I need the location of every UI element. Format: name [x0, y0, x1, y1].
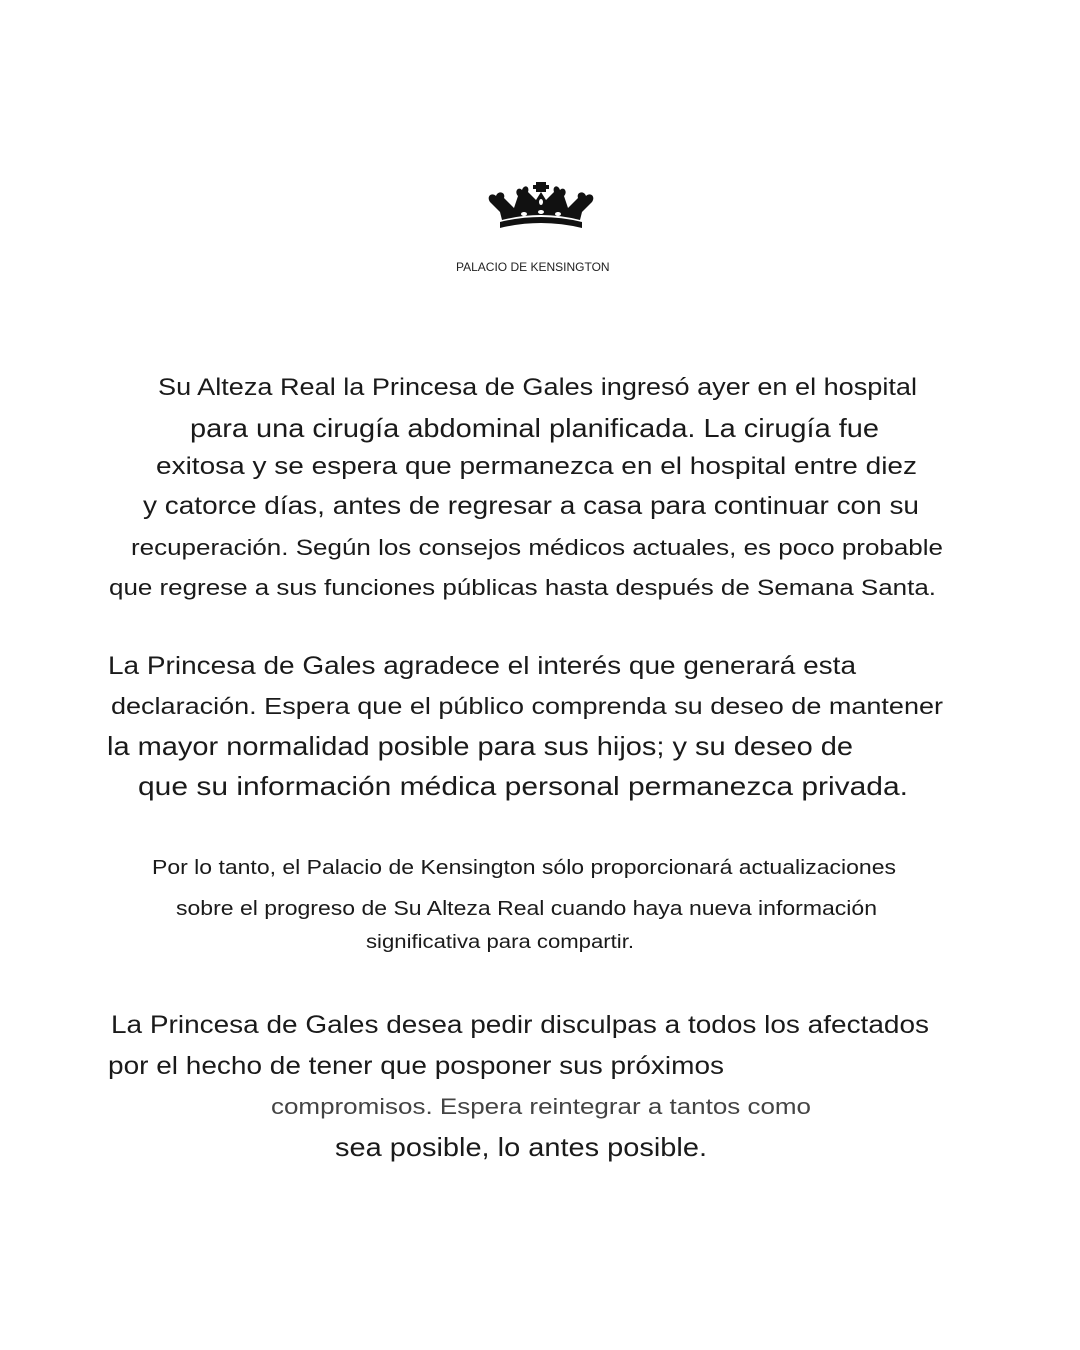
- statement-line: La Princesa de Gales agradece el interés que generará esta: [108, 652, 857, 681]
- statement-line: Su Alteza Real la Princesa de Gales ingresó ayer en el hospital: [158, 373, 917, 401]
- crown-icon: [484, 180, 598, 232]
- statement-line: declaración. Espera que el público comprenda su deseo de mantener: [111, 693, 943, 720]
- statement-line: y catorce días, antes de regresar a casa para continuar con su: [143, 492, 919, 521]
- statement-line: Por lo tanto, el Palacio de Kensington sólo proporcionará actualizaciones: [152, 857, 896, 879]
- statement-line: sea posible, lo antes posible.: [335, 1131, 707, 1162]
- statement-line: que su información médica personal permanezca privada.: [138, 770, 909, 801]
- statement-line: para una cirugía abdominal planificada. La cirugía fue: [190, 412, 879, 443]
- organization-name: PALACIO DE KENSINGTON: [456, 260, 610, 274]
- statement-line: La Princesa de Gales desea pedir disculpas a todos los afectados: [111, 1011, 929, 1040]
- statement-line: que regrese a sus funciones públicas hasta después de Semana Santa.: [109, 574, 936, 600]
- statement-line: la mayor normalidad posible para sus hijos; y su deseo de: [107, 730, 853, 761]
- statement-line: sobre el progreso de Su Alteza Real cuando haya nueva información: [176, 898, 877, 920]
- statement-line: exitosa y se espera que permanezca en el hospital entre diez: [156, 452, 917, 480]
- statement-line: recuperación. Según los consejos médicos actuales, es poco probable: [131, 534, 943, 560]
- statement-line: por el hecho de tener que posponer sus próximos: [108, 1052, 724, 1081]
- statement-line: compromisos. Espera reintegrar a tantos como: [271, 1093, 811, 1119]
- statement-line: significativa para compartir.: [366, 931, 634, 953]
